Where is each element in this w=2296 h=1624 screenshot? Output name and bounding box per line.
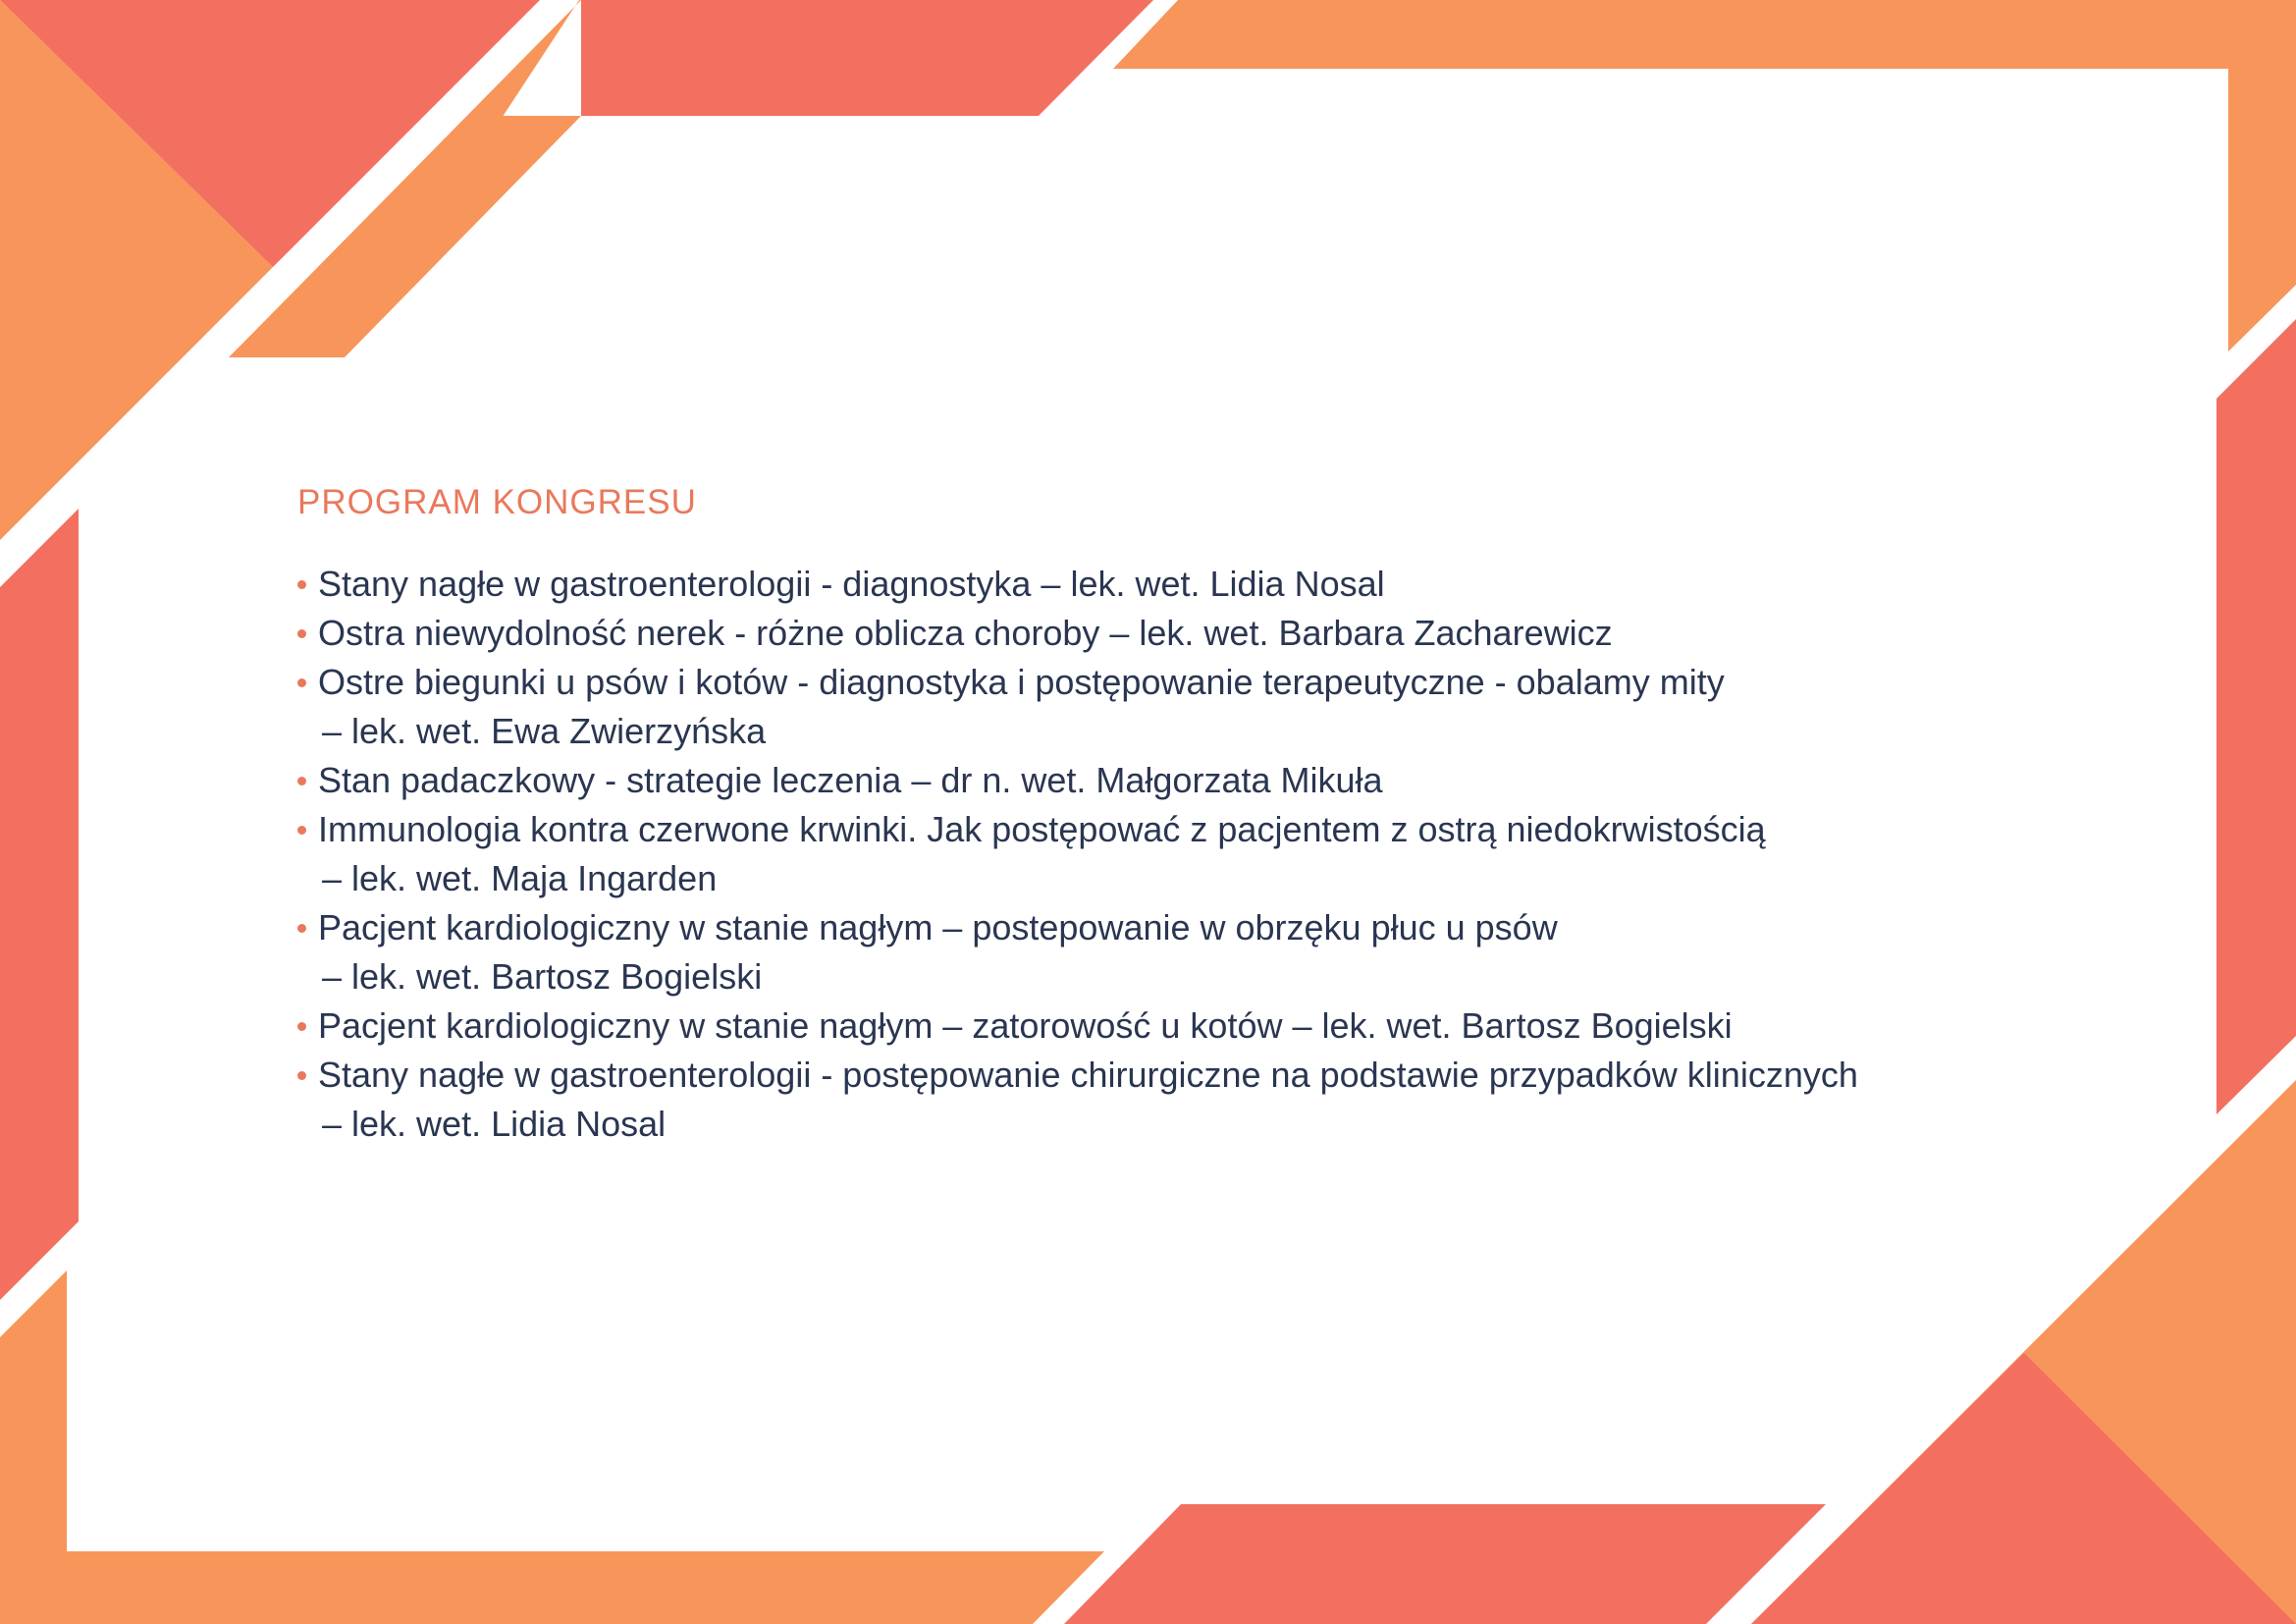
program-item-speaker: – lek. wet. Ewa Zwierzyńska <box>322 711 767 751</box>
frame-shape-top-coral-band <box>581 0 1153 116</box>
bullet-icon <box>297 777 306 785</box>
bullet-icon <box>297 629 306 638</box>
frame-shape-bottom-coral <box>1064 1504 1826 1624</box>
program-item-title: Ostre biegunki u psów i kotów - diagnostyka i postępowanie terapeutyczne - obalamy mity <box>318 662 1725 702</box>
bullet-icon <box>297 1071 306 1080</box>
program-item <box>297 805 2064 903</box>
program-item <box>297 756 2064 805</box>
frame-shape-top-orange-bar <box>1113 0 2296 352</box>
program-item <box>297 658 2064 756</box>
program-item <box>297 609 2064 658</box>
program-item-title: Ostra niewydolność nerek - różne oblicza choroby – lek. wet. Barbara Zacharewicz <box>318 613 1613 653</box>
frame-shape-right-coral <box>2216 319 2296 1114</box>
program-item-title: Pacjent kardiologiczny w stanie nagłym – postepowanie w obrzęku płuc u psów <box>318 907 1558 947</box>
bullet-icon <box>297 924 306 933</box>
program-item-speaker: – lek. wet. Maja Ingarden <box>322 858 718 898</box>
program-item <box>297 1001 2064 1051</box>
program-item-title: Immunologia kontra czerwone krwinki. Jak postępować z pacjentem z ostrą niedokrwistością <box>318 809 1766 849</box>
program-item-title: Stany nagłe w gastroenterologii - diagnostyka – lek. wet. Lidia Nosal <box>318 564 1385 604</box>
frame-shape-bottomleft-orange <box>0 1271 1104 1624</box>
program-item-title: Stany nagłe w gastroenterologii - postępowanie chirurgiczne na podstawie przypadków klinicznych <box>318 1055 1858 1095</box>
program-item-speaker: – lek. wet. Bartosz Bogielski <box>322 956 763 997</box>
program-item <box>297 903 2064 1001</box>
program-heading: PROGRAM KONGRESU <box>297 483 697 521</box>
bullet-icon <box>297 580 306 589</box>
program-content <box>297 481 2064 1149</box>
program-item-speaker: – lek. wet. Lidia Nosal <box>322 1104 667 1144</box>
program-item-title: Pacjent kardiologiczny w stanie nagłym – zatorowość u kotów – lek. wet. Bartosz Bogielski <box>318 1005 1733 1046</box>
frame-shape-left-coral <box>0 509 79 1300</box>
program-list <box>297 560 2064 1149</box>
bullet-icon <box>297 826 306 835</box>
program-item-title: Stan padaczkowy - strategie leczenia – dr n. wet. Małgorzata Mikuła <box>318 760 1383 800</box>
bullet-icon <box>297 1022 306 1031</box>
bullet-icon <box>297 678 306 687</box>
program-item <box>297 560 2064 609</box>
program-item <box>297 1051 2064 1149</box>
